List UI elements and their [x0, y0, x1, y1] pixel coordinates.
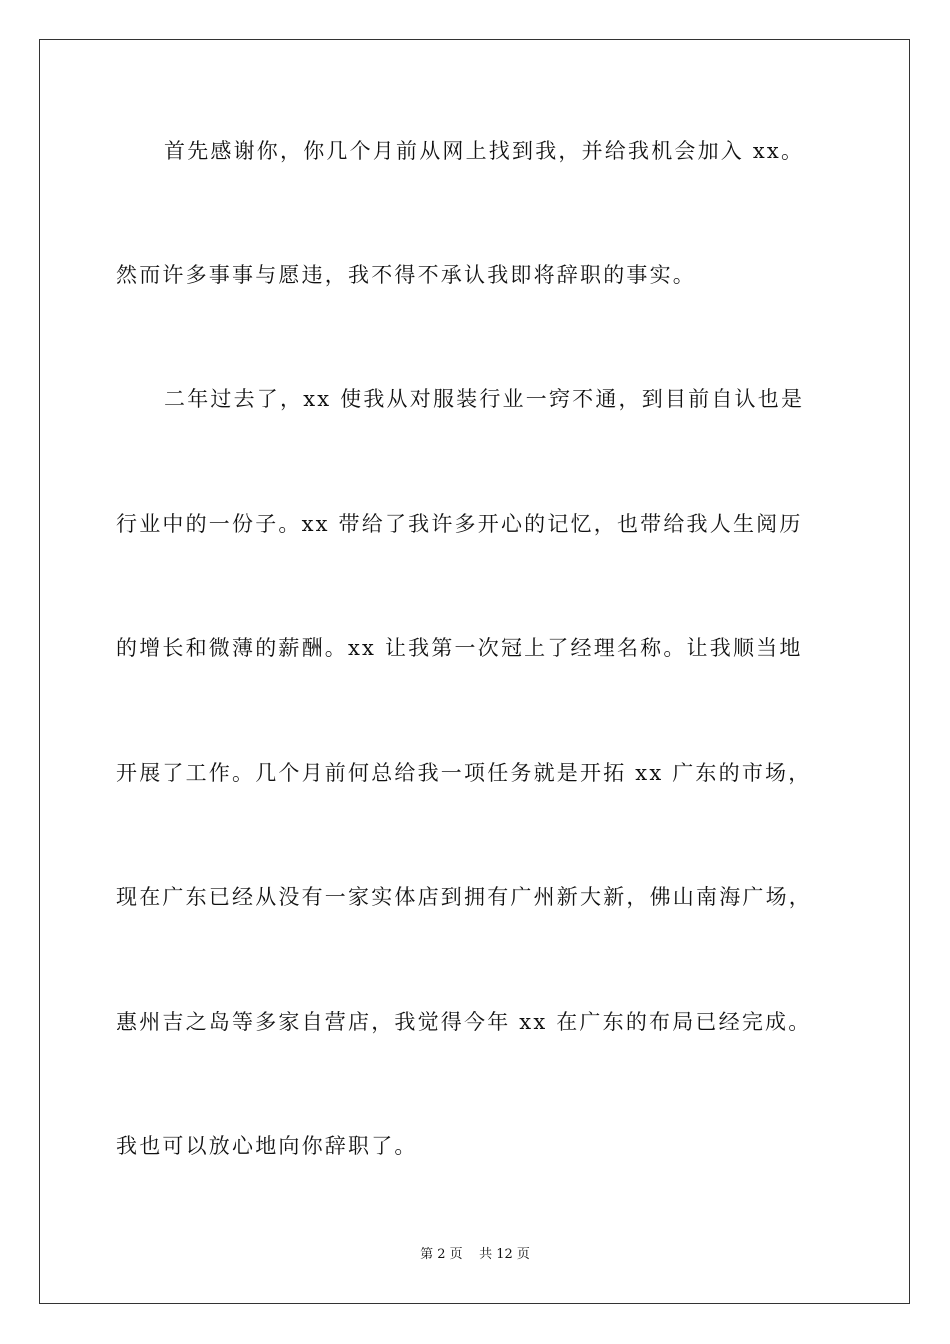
- paragraph-line: 的增长和微薄的薪酬。xx 让我第一次冠上了经理名称。让我顺当地: [116, 636, 803, 660]
- paragraph-line: 二年过去了，xx 使我从对服装行业一窍不通，到目前自认也是: [164, 387, 805, 411]
- paragraph-line: 现在广东已经从没有一家实体店到拥有广州新大新，佛山南海广场，: [116, 885, 812, 909]
- page-number-footer: 第 2 页 共 12 页: [420, 1247, 530, 1262]
- paragraph-line: 首先感谢你，你几个月前从网上找到我，并给我机会加入 xx。: [164, 139, 805, 163]
- paragraph-line: 行业中的一份子。xx 带给了我许多开心的记忆，也带给我人生阅历: [116, 512, 803, 536]
- paragraph-line: 开展了工作。几个月前何总给我一项任务就是开拓 xx 广东的市场，: [116, 761, 812, 785]
- paragraph-line: 惠州吉之岛等多家自营店，我觉得今年 xx 在广东的布局已经完成。: [116, 1010, 812, 1034]
- paragraph-line: 然而许多事事与愿违，我不得不承认我即将辞职的事实。: [116, 263, 696, 287]
- page-border: [39, 39, 910, 1304]
- paragraph-line: 我也可以放心地向你辞职了。: [116, 1134, 418, 1158]
